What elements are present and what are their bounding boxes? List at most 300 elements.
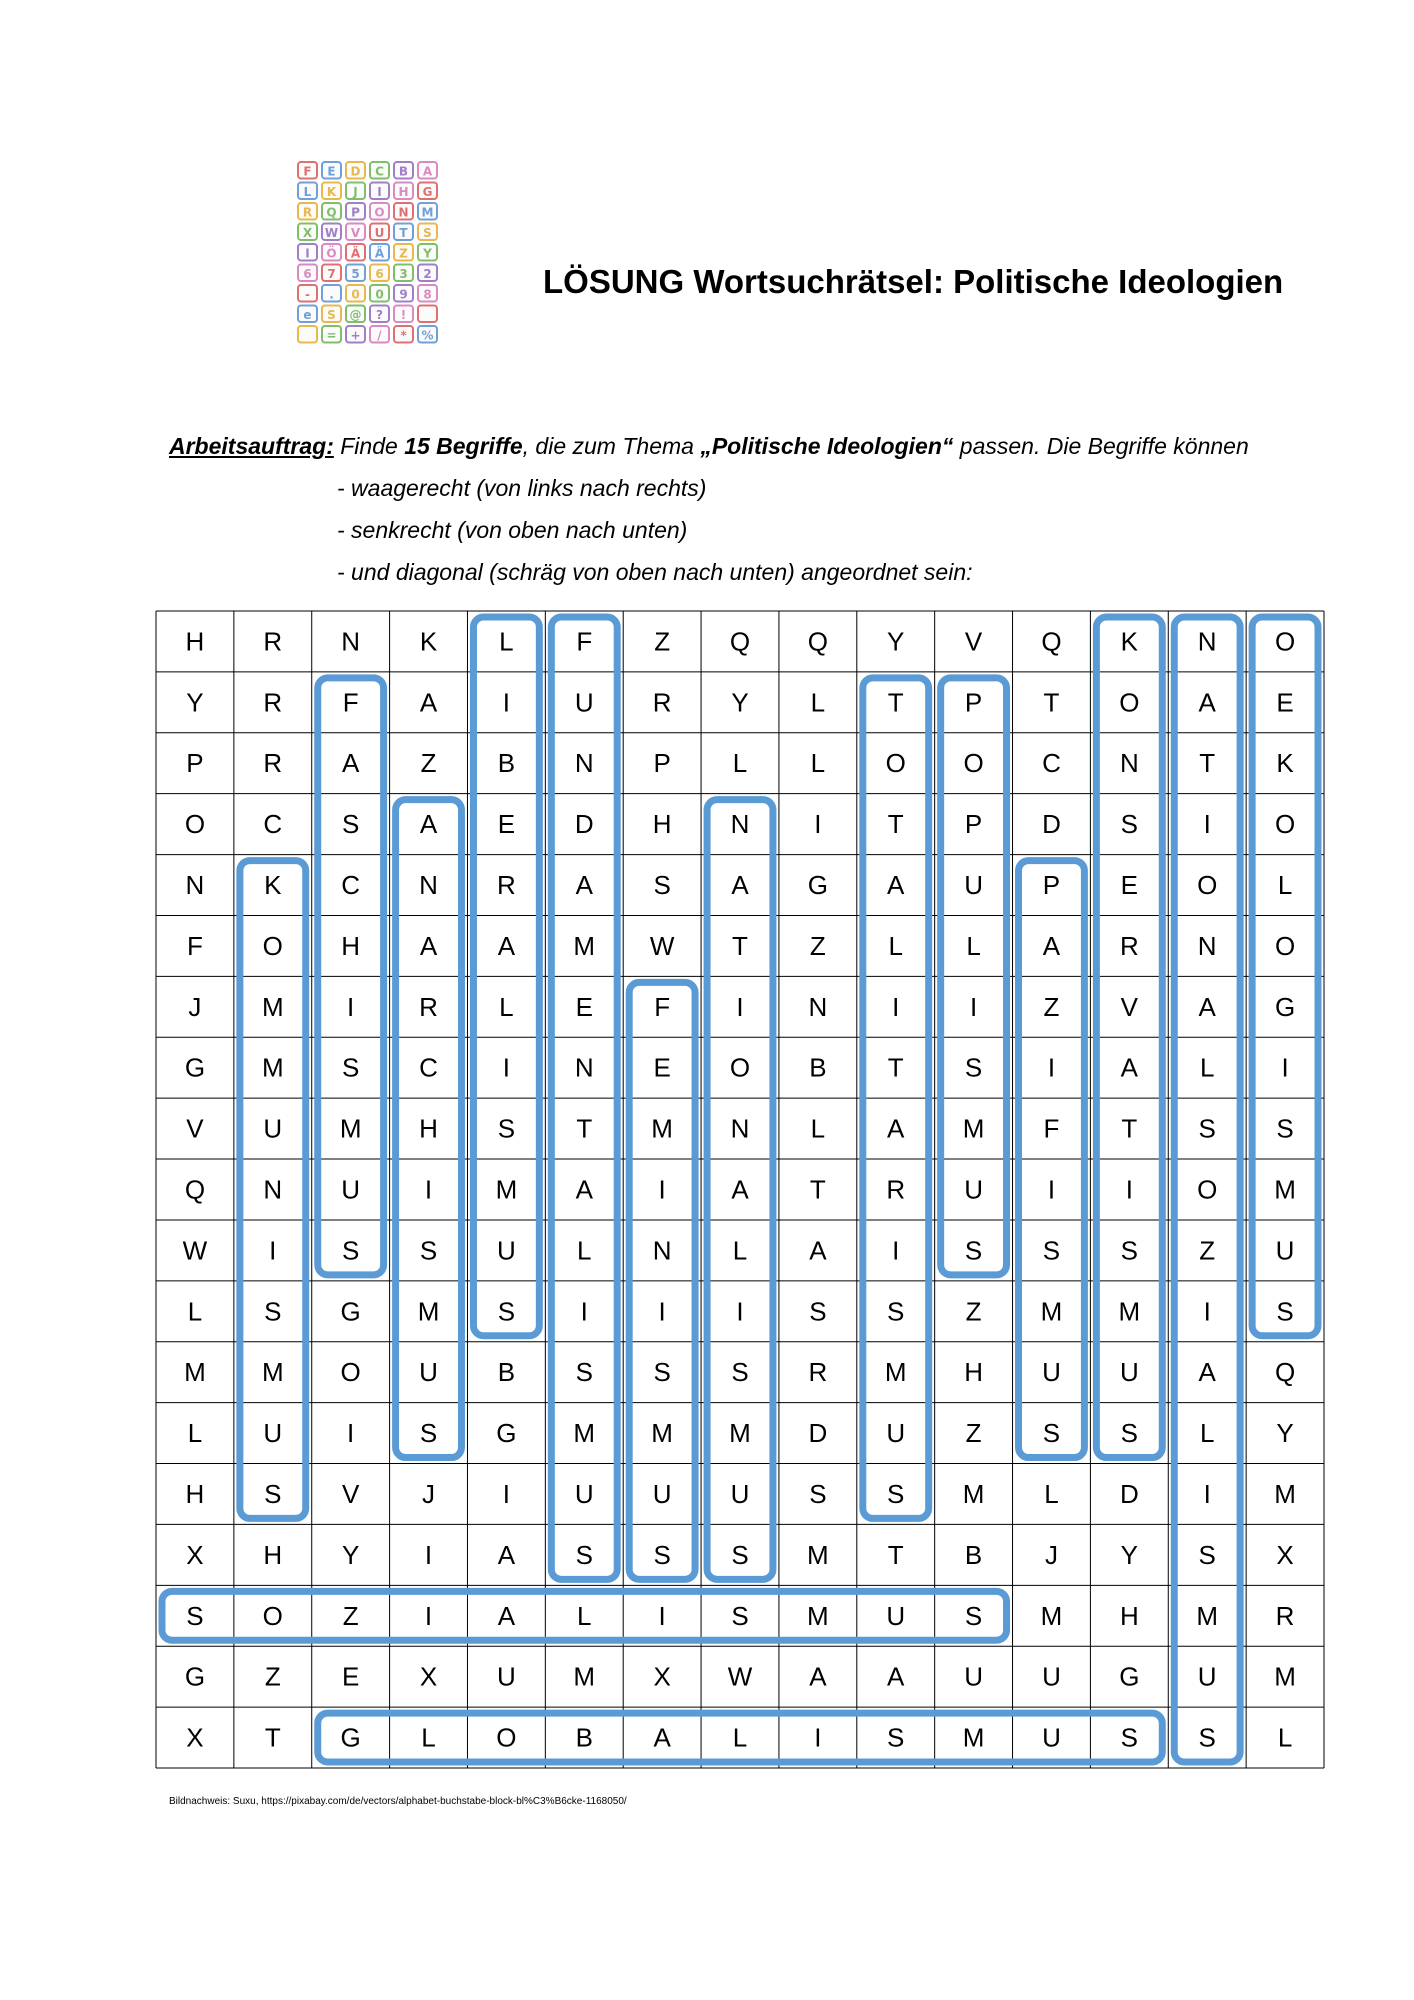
grid-cell: P	[186, 748, 204, 779]
grid-cell: I	[1203, 809, 1211, 840]
svg-text:e: e	[303, 307, 312, 322]
svg-text:Z: Z	[399, 246, 408, 261]
grid-cell: A	[419, 687, 438, 718]
svg-text:R: R	[302, 205, 313, 220]
grid-cell: N	[1197, 930, 1217, 961]
grid-cell: I	[658, 1296, 666, 1327]
grid-cell: O	[1274, 809, 1296, 840]
svg-text:D: D	[350, 164, 361, 179]
grid-cell: S	[964, 1235, 983, 1266]
grid-cell: Q	[729, 626, 751, 657]
grid-cell: M	[184, 1357, 206, 1388]
grid-cell: U	[1042, 1661, 1061, 1692]
svg-text:W: W	[324, 225, 339, 240]
svg-text:G: G	[422, 184, 433, 199]
grid-cell: U	[964, 870, 983, 901]
grid-cell: C	[1042, 748, 1061, 779]
grid-cell: U	[419, 1357, 438, 1388]
grid-cell: M	[261, 991, 284, 1022]
letter-block	[298, 265, 317, 282]
grid-cell: N	[574, 748, 594, 779]
svg-text:8: 8	[423, 287, 432, 302]
grid-cell: I	[892, 991, 900, 1022]
grid-cell: M	[651, 1418, 673, 1449]
grid-cell: T	[1199, 748, 1216, 779]
grid-cell: S	[964, 1052, 983, 1083]
grid-cell: S	[1042, 1418, 1061, 1449]
grid-cell: S	[887, 1722, 905, 1753]
grid-cell: Y	[341, 1539, 360, 1570]
svg-text:K: K	[326, 184, 337, 199]
grid-cell: S	[731, 1357, 749, 1388]
grid-cell: F	[576, 626, 593, 657]
grid-cell: L	[421, 1722, 436, 1753]
letter-block	[394, 244, 413, 261]
svg-text:3: 3	[399, 266, 408, 281]
letter-block	[418, 203, 437, 220]
svg-text:I: I	[377, 184, 382, 199]
grid-cell: O	[262, 930, 283, 961]
grid-cell: A	[731, 1174, 749, 1205]
letter-block	[298, 285, 317, 302]
grid-cell: N	[730, 809, 750, 840]
grid-cell: U	[497, 1661, 516, 1692]
grid-cell: Z	[420, 748, 437, 779]
letter-block	[346, 224, 365, 241]
grid-cell: I	[347, 1418, 355, 1449]
grid-cell: U	[886, 1418, 906, 1449]
grid-cell: M	[884, 1357, 907, 1388]
grid-cell: O	[1274, 930, 1296, 961]
grid-cell: L	[732, 748, 748, 779]
svg-text:.: .	[329, 287, 334, 302]
grid-cell: M	[962, 1722, 985, 1753]
grid-cell: M	[573, 1661, 596, 1692]
grid-cell: E	[575, 991, 593, 1022]
grid-cell: S	[419, 1418, 438, 1449]
letter-block	[298, 162, 317, 179]
svg-text:A: A	[422, 164, 433, 179]
grid-cell: T	[732, 930, 748, 961]
letter-block	[346, 244, 365, 261]
letter-block	[370, 203, 389, 220]
grid-cell: S	[887, 1478, 905, 1509]
grid-cell: U	[652, 1478, 672, 1509]
grid-cell: O	[262, 1600, 283, 1631]
svg-text:+: +	[350, 328, 361, 343]
grid-cell: L	[187, 1296, 203, 1327]
grid-cell: M	[807, 1600, 829, 1631]
grid-cell: B	[809, 1052, 827, 1083]
grid-cell: N	[263, 1174, 283, 1205]
grid-cell: A	[887, 1113, 905, 1144]
grid-cell: I	[580, 1296, 588, 1327]
svg-text:H: H	[398, 184, 409, 199]
grid-cell: W	[649, 930, 675, 961]
grid-cell: M	[729, 1418, 751, 1449]
grid-cell: Z	[264, 1661, 281, 1692]
grid-cell: I	[892, 1235, 900, 1266]
grid-cell: O	[963, 748, 984, 779]
letter-block	[370, 244, 389, 261]
grid-cell: G	[184, 1052, 206, 1083]
letter-block	[322, 162, 341, 179]
grid-cell: X	[186, 1722, 204, 1753]
grid-cell: D	[1119, 1478, 1139, 1509]
grid-cell: N	[808, 991, 828, 1022]
grid-cell: G	[340, 1722, 361, 1753]
grid-cell: L	[499, 991, 514, 1022]
grid-cell: A	[1120, 1052, 1139, 1083]
grid-cell: N	[574, 1052, 594, 1083]
letter-block	[418, 326, 437, 343]
grid-cell: L	[1277, 1722, 1293, 1753]
grid-cell: I	[969, 991, 978, 1022]
grid-cell: R	[419, 991, 438, 1022]
grid-cell: F	[654, 991, 671, 1022]
svg-text:6: 6	[375, 266, 384, 281]
svg-text:@: @	[349, 307, 362, 322]
grid-cell: M	[417, 1296, 440, 1327]
grid-cell: S	[575, 1357, 593, 1388]
svg-text:-: -	[305, 287, 310, 302]
letter-block	[418, 306, 437, 323]
page-title: LÖSUNG Wortsuchrätsel: Politische Ideologien	[543, 263, 1284, 300]
grid-cell: A	[575, 870, 593, 901]
alphabet-blocks-icon	[296, 160, 446, 350]
letter-block	[418, 265, 437, 282]
grid-cell: R	[263, 626, 283, 657]
letter-block	[322, 244, 341, 261]
grid-cell: V	[1120, 991, 1139, 1022]
grid-cell: I	[1203, 1296, 1211, 1327]
grid-cell: Z	[342, 1600, 359, 1631]
letter-block	[298, 224, 317, 241]
grid-cell: M	[573, 930, 596, 961]
grid-cell: D	[1042, 809, 1061, 840]
svg-text:=: =	[326, 328, 337, 343]
grid-cell: G	[1274, 991, 1296, 1022]
grid-cell: L	[966, 930, 981, 961]
svg-text:J: J	[353, 184, 358, 199]
letter-block	[394, 265, 413, 282]
grid-cell: A	[419, 930, 438, 961]
svg-text:9: 9	[399, 287, 408, 302]
grid-cell: S	[653, 1357, 671, 1388]
grid-cell: Z	[1043, 991, 1060, 1022]
grid-cell: H	[1119, 1600, 1139, 1631]
grid-cell: S	[497, 1296, 516, 1327]
grid-cell: S	[264, 1296, 282, 1327]
grid-cell: M	[1274, 1478, 1296, 1509]
grid-cell: A	[809, 1661, 827, 1692]
grid-cell: B	[964, 1539, 983, 1570]
grid-cell: I	[1047, 1052, 1056, 1083]
grid-cell: S	[731, 1600, 749, 1631]
grid-cell: S	[1120, 809, 1139, 840]
grid-cell: G	[1119, 1661, 1140, 1692]
svg-text:F: F	[303, 164, 312, 179]
grid-cell: S	[1120, 1235, 1139, 1266]
grid-cell: I	[502, 687, 511, 718]
letter-block	[418, 162, 437, 179]
grid-cell: U	[1275, 1235, 1295, 1266]
grid-cell: U	[574, 687, 594, 718]
grid-cell: K	[419, 626, 438, 657]
svg-text:M: M	[421, 205, 434, 220]
grid-cell: X	[419, 1661, 438, 1692]
letter-block	[322, 265, 341, 282]
svg-text:6: 6	[303, 266, 312, 281]
task-instructions	[169, 425, 1249, 593]
letter-block	[394, 326, 413, 343]
svg-text:Ä: Ä	[374, 246, 385, 261]
grid-cell: C	[263, 809, 283, 840]
grid-cell: I	[814, 1722, 822, 1753]
grid-cell: G	[807, 870, 828, 901]
grid-cell: T	[1121, 1113, 1138, 1144]
task-item: - senkrecht (von oben nach unten)	[337, 517, 688, 543]
grid-cell: B	[497, 748, 516, 779]
grid-cell: Y	[1276, 1418, 1294, 1449]
grid-cell: I	[658, 1174, 666, 1205]
letter-block	[394, 183, 413, 200]
grid-cell: U	[964, 1661, 983, 1692]
grid-cell: W	[182, 1235, 208, 1266]
task-text-1: Finde	[333, 433, 405, 459]
grid-cell: X	[653, 1661, 671, 1692]
grid-cell: S	[809, 1478, 827, 1509]
letter-block	[322, 203, 341, 220]
grid-cell: P	[964, 809, 983, 840]
grid-cell: I	[424, 1539, 433, 1570]
grid-cell: P	[653, 748, 671, 779]
grid-cell: M	[1040, 1296, 1063, 1327]
grid-cell: L	[810, 1113, 826, 1144]
grid-cell: F	[1043, 1113, 1060, 1144]
grid-cell: W	[727, 1661, 753, 1692]
grid-cell: S	[1120, 1418, 1139, 1449]
letter-block	[370, 265, 389, 282]
letter-block	[394, 306, 413, 323]
grid-cell: S	[341, 1052, 360, 1083]
grid-cell: T	[887, 809, 904, 840]
svg-text:0: 0	[351, 287, 360, 302]
grid-cell: M	[962, 1478, 985, 1509]
svg-text:B: B	[398, 164, 409, 179]
grid-cell: O	[1197, 870, 1218, 901]
grid-cell: X	[1276, 1539, 1294, 1570]
grid-cell: V	[186, 1113, 204, 1144]
grid-cell: A	[809, 1235, 827, 1266]
grid-cell: P	[964, 687, 983, 718]
grid-cell: I	[1203, 1478, 1211, 1509]
grid-cell: R	[652, 687, 672, 718]
grid-cell: Z	[965, 1296, 982, 1327]
letter-block	[346, 203, 365, 220]
grid-cell: O	[1119, 687, 1140, 718]
svg-text:?: ?	[376, 307, 383, 322]
grid-cell: R	[497, 870, 516, 901]
letter-block	[418, 183, 437, 200]
svg-text:Ä: Ä	[350, 246, 361, 261]
grid-cell: L	[577, 1235, 592, 1266]
letter-block	[298, 203, 317, 220]
grid-cell: O	[184, 809, 206, 840]
grid-cell: A	[1198, 687, 1216, 718]
grid-cell: M	[1274, 1661, 1296, 1692]
grid-cell: I	[502, 1478, 511, 1509]
task-topic: „Politische Ideologien“	[700, 433, 954, 459]
grid-cell: T	[809, 1174, 826, 1205]
grid-cell: M	[261, 1052, 284, 1083]
task-item: - waagerecht (von links nach rechts)	[337, 475, 707, 501]
grid-cell: A	[341, 748, 360, 779]
letter-block	[298, 306, 317, 323]
grid-cell: L	[732, 1235, 748, 1266]
letter-block	[346, 326, 365, 343]
grid-cell: I	[502, 1052, 511, 1083]
grid-cell: S	[341, 1235, 360, 1266]
grid-cell: I	[1281, 1052, 1289, 1083]
grid-cell: I	[269, 1235, 277, 1266]
grid-cell: L	[1044, 1478, 1059, 1509]
letter-block	[394, 162, 413, 179]
letter-block	[322, 224, 341, 241]
grid-cell: J	[188, 991, 202, 1022]
letter-block	[370, 326, 389, 343]
grid-cell: M	[807, 1539, 829, 1570]
grid-cell: Q	[1041, 626, 1062, 657]
grid-cell: I	[736, 991, 744, 1022]
grid-cell: E	[653, 1052, 671, 1083]
grid-cell: H	[263, 1539, 283, 1570]
letter-block	[394, 203, 413, 220]
svg-text:P: P	[351, 205, 360, 220]
letter-block	[394, 224, 413, 241]
word-search-grid	[155, 610, 1325, 1769]
grid-cell: O	[885, 748, 906, 779]
svg-text:Q: Q	[326, 205, 337, 220]
grid-cell: M	[495, 1174, 518, 1205]
grid-cell: O	[496, 1722, 517, 1753]
grid-cell: V	[964, 626, 983, 657]
grid-cell: X	[186, 1539, 204, 1570]
letter-block	[394, 285, 413, 302]
grid-cell: I	[658, 1600, 666, 1631]
grid-cell: A	[887, 870, 905, 901]
grid-cell: S	[809, 1296, 827, 1327]
svg-text:*: *	[400, 328, 407, 343]
letter-block	[322, 326, 341, 343]
grid-cell: Z	[654, 626, 671, 657]
grid-cell: Q	[184, 1174, 206, 1205]
grid-cell: M	[962, 1113, 985, 1144]
task-text-2: , die zum Thema	[522, 433, 701, 459]
grid-cell: O	[729, 1052, 751, 1083]
svg-text:Y: Y	[423, 246, 432, 261]
letter-block	[322, 285, 341, 302]
svg-text:I: I	[305, 246, 310, 261]
grid-cell: I	[736, 1296, 744, 1327]
grid-cell: H	[185, 626, 205, 657]
grid-cell: L	[187, 1418, 203, 1449]
grid-cell: T	[887, 1539, 904, 1570]
svg-text:C: C	[375, 164, 384, 179]
grid-cell: Z	[965, 1418, 982, 1449]
grid-cell: U	[263, 1113, 283, 1144]
grid-cell: I	[814, 809, 822, 840]
grid-cell: R	[886, 1174, 906, 1205]
letter-block	[346, 285, 365, 302]
svg-text:0: 0	[375, 287, 384, 302]
grid-cell: T	[887, 687, 904, 718]
grid-cell: U	[886, 1600, 906, 1631]
grid-cell: M	[573, 1418, 596, 1449]
grid-cell: T	[264, 1722, 281, 1753]
grid-cell: N	[185, 870, 205, 901]
letter-block	[346, 162, 365, 179]
grid-cell: M	[1040, 1600, 1063, 1631]
grid-cell: A	[497, 930, 516, 961]
grid-cell: A	[575, 1174, 593, 1205]
grid-cell: I	[1047, 1174, 1056, 1205]
svg-text:Ö: Ö	[326, 246, 337, 261]
svg-text:L: L	[303, 184, 312, 199]
grid-cell: P	[1042, 870, 1061, 901]
grid-cell: S	[653, 1539, 671, 1570]
grid-cell: N	[419, 870, 438, 901]
grid-cell: T	[576, 1113, 593, 1144]
svg-text:O: O	[374, 205, 385, 220]
grid-cell: H	[341, 930, 361, 961]
grid-cell: Y	[1120, 1539, 1139, 1570]
grid-cell: U	[964, 1174, 983, 1205]
grid-cell: U	[1197, 1661, 1217, 1692]
grid-cell: C	[341, 870, 361, 901]
image-credit: Bildnachweis: Suxu, https://pixabay.com/de/vectors/alphabet-buchstabe-block-bl%C3%B6cke-1168050/	[169, 1796, 627, 1807]
grid-cell: M	[261, 1357, 284, 1388]
grid-cell: L	[577, 1600, 592, 1631]
grid-cell: E	[341, 1661, 360, 1692]
letter-block	[346, 306, 365, 323]
grid-cell: R	[808, 1357, 828, 1388]
grid-cell: M	[1196, 1600, 1219, 1631]
task-count: 15 Begriffe	[404, 433, 523, 459]
grid-cell: A	[731, 870, 749, 901]
letter-block	[370, 285, 389, 302]
grid-cell: I	[424, 1600, 433, 1631]
letter-block	[298, 244, 317, 261]
svg-text:X: X	[302, 225, 313, 240]
svg-text:E: E	[327, 164, 336, 179]
letter-block	[298, 183, 317, 200]
grid-cell: C	[419, 1052, 438, 1083]
grid-cell: T	[887, 1052, 904, 1083]
svg-text:7: 7	[327, 266, 336, 281]
svg-text:S: S	[327, 307, 336, 322]
grid-cell: R	[263, 748, 283, 779]
grid-cell: H	[419, 1113, 438, 1144]
grid-cell: A	[1198, 991, 1216, 1022]
grid-cell: S	[1042, 1235, 1061, 1266]
grid-cell: K	[1120, 626, 1139, 657]
grid-cell: E	[1276, 687, 1294, 718]
grid-cell: E	[1120, 870, 1139, 901]
letter-block	[346, 183, 365, 200]
svg-text:V: V	[350, 225, 361, 240]
grid-cell: S	[1198, 1539, 1216, 1570]
